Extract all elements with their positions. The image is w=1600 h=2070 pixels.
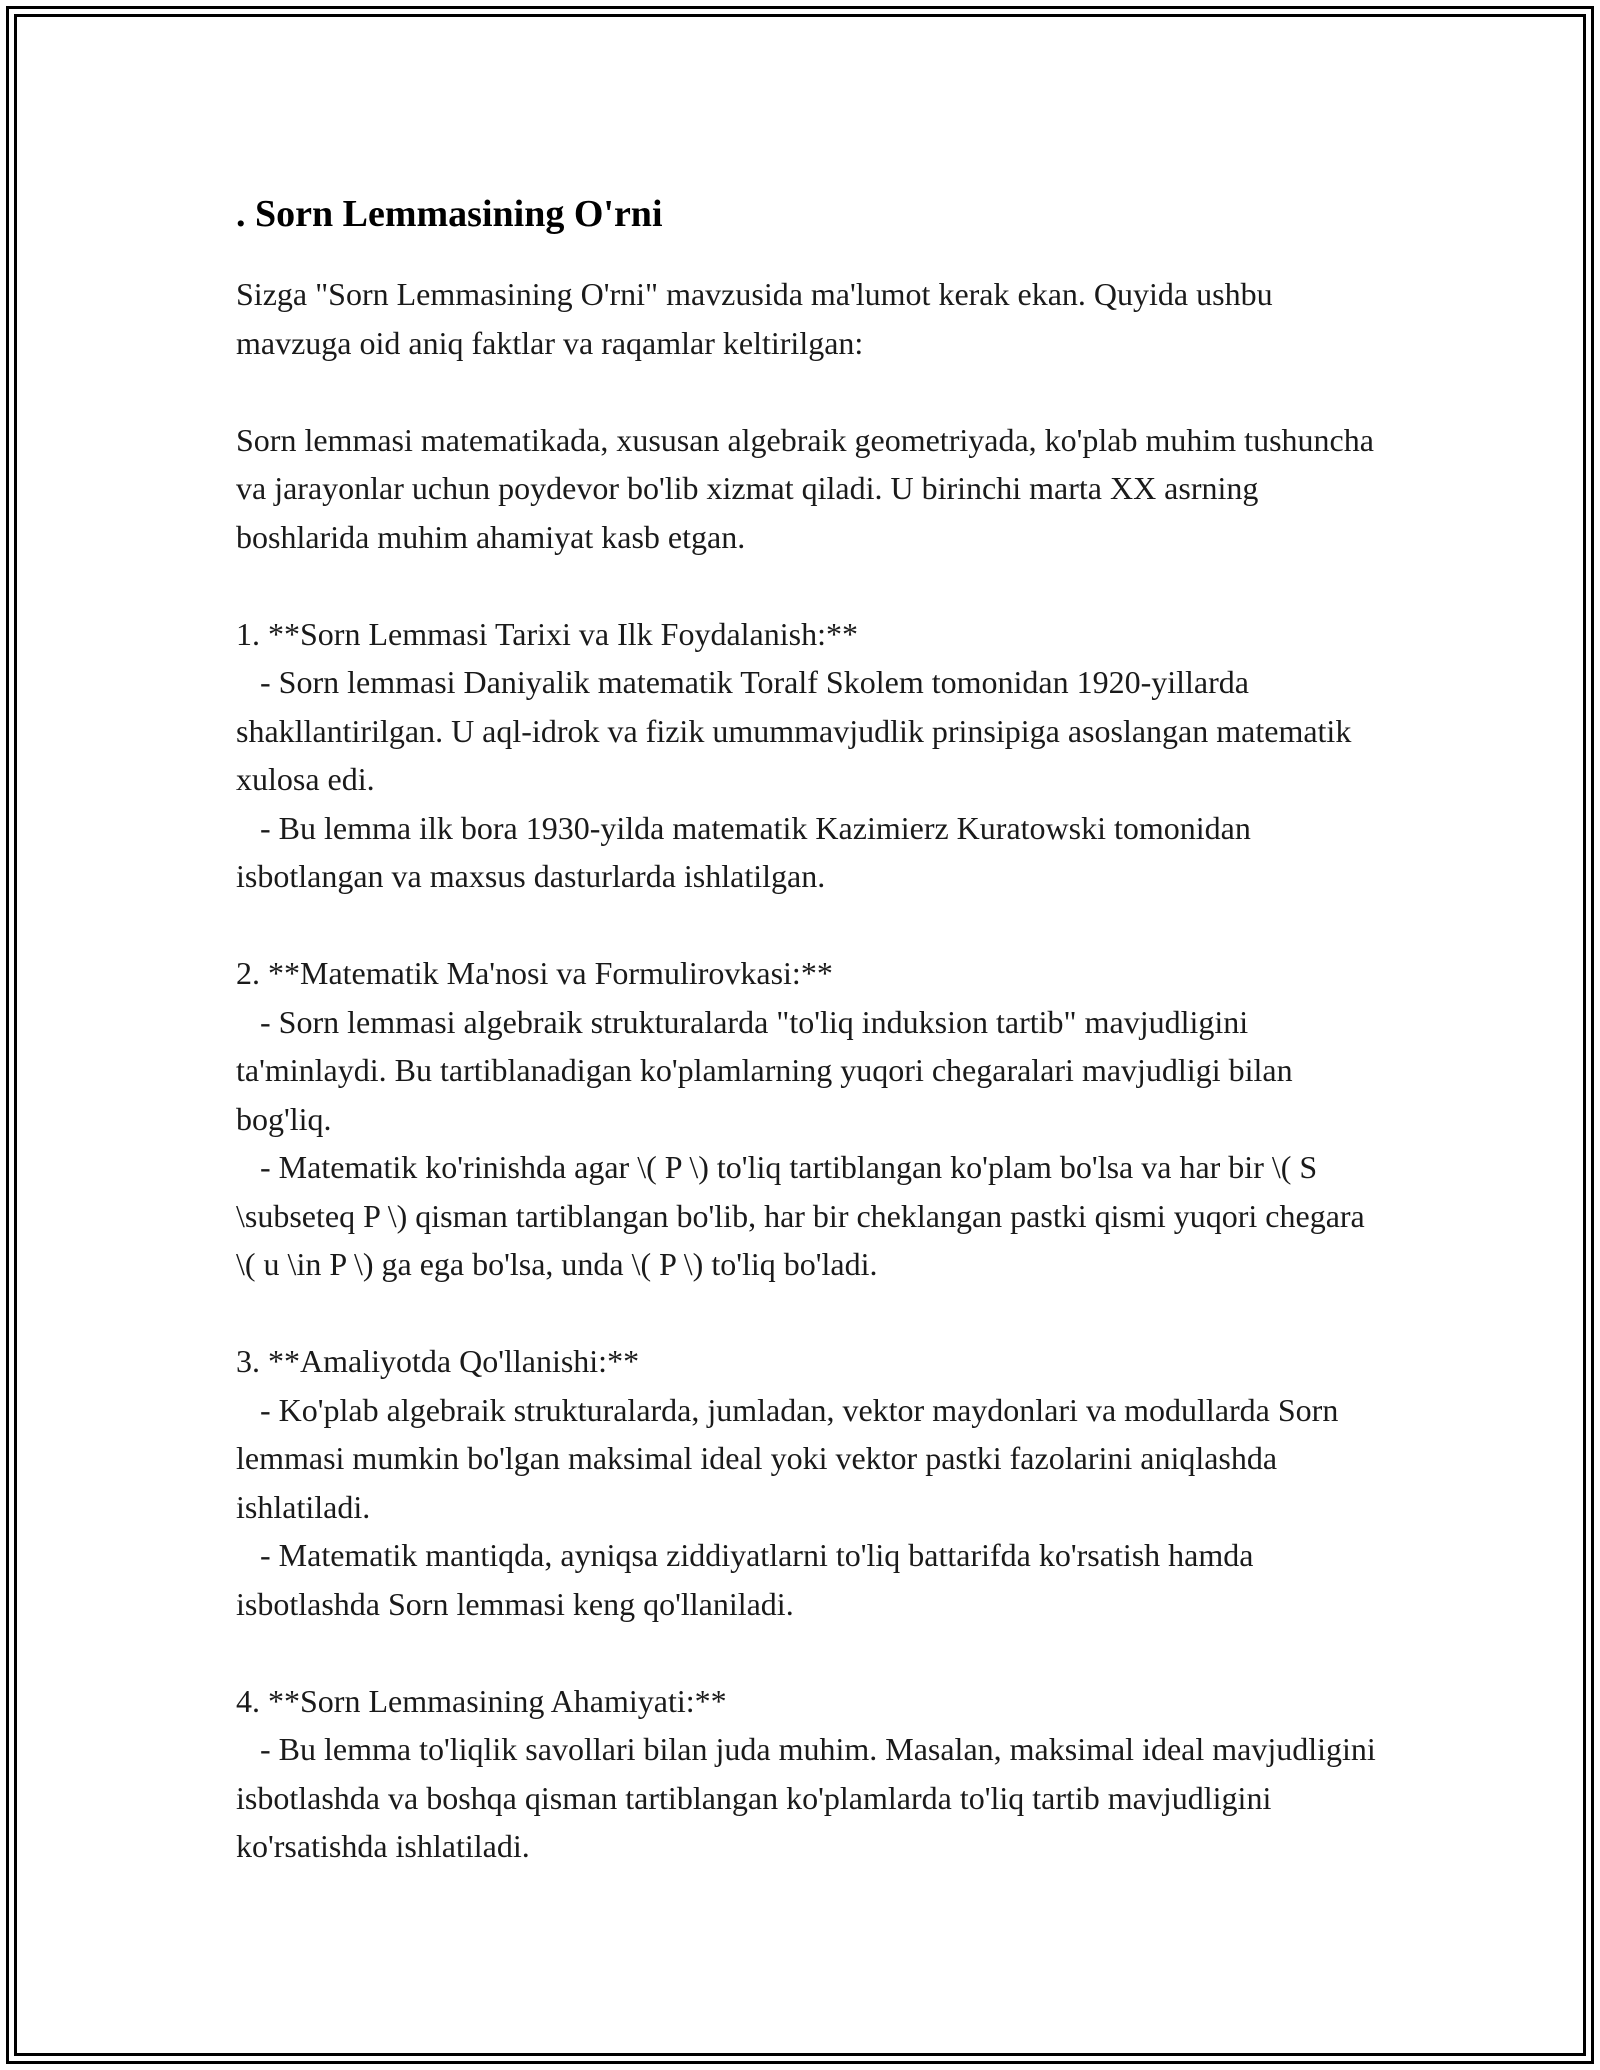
document-body: Sizga "Sorn Lemmasining O'rni" mavzusida ma'lumot kerak ekan. Quyida ushbu mavzuga oid aniq faktlar va raqamlar keltirilgan: Sorn lemmasi matematikada, xususan algebraik geometriyada, ko'plab muhim tushuncha va jarayonlar uchun poydevor bo'lib xizmat qiladi. U birinchi marta XX asrning boshlarida muhim ahamiyat kasb etgan. 1. **Sorn Lemmasi Tarixi va Ilk Foydalanish:** - Sorn lemmasi Daniyalik matematik Toralf Skolem tomonidan 1920-yillarda shakllantirilgan. U aql-idrok va fizik umummavjudlik prinsipiga asoslangan matematik xulosa edi. - Bu lemma ilk bora 1930-yilda matematik Kazimierz Kuratowski tomonidan isbotlangan va maxsus dasturlarda ishlatilgan. 2. **Matematik Ma'nosi va Formulirovkasi:** - Sorn lemmasi algebraik strukturalarda "to'liq induksion tartib" mavjudligini ta'minlaydi. Bu tartiblanadigan ko'plamlarning yuqori chegaralari mavjudligi bilan bog'liq. - Matematik ko'rinishda agar \( P \) to'liq tartiblangan ko'plam bo'lsa va har bir \( S \subseteq P \) qisman tartiblangan bo'lib, har bir cheklangan pastki qismi yuqori chegara \( u \in P \) ga ega bo'lsa, unda \( P \) to'liq bo'ladi. 3. **Amaliyotda Qo'llanishi:** - Ko'plab algebraik strukturalarda, jumladan, vektor maydonlari va modullarda Sorn lemmasi mumkin bo'lgan maksimal ideal yoki vektor pastki fazolarini aniqlashda ishlatiladi. - Matematik mantiqda, ayniqsa ziddiyatlarni to'liq battarifda ko'rsatish hamda isbotlashda Sorn lemmasi keng qo'llaniladi. 4. **Sorn Lemmasining Ahamiyati:** - Bu lemma to'liqlik savollari bilan juda muhim. Masalan, maksimal ideal mavjudligini isbotlashda va boshqa qisman tartiblangan ko'plamlarda to'liq tartib mavjudligini ko'rsatishda ishlatiladi.	[236, 276, 1376, 1864]
document-content	[236, 188, 1376, 1871]
document-title: . Sorn Lemmasining O'rni	[236, 193, 663, 235]
